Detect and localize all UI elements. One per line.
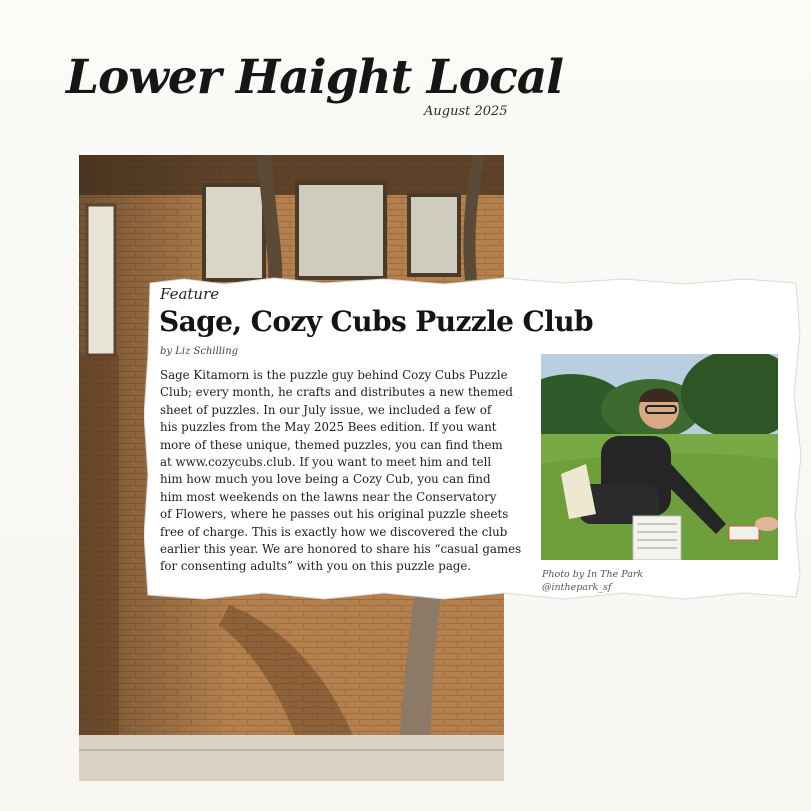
photo-credit	[542, 568, 643, 594]
body-line: him how much you love being a Cozy Cub, you can find	[160, 472, 491, 487]
body-line: earlier this year. We are honored to share his “casual games	[160, 542, 522, 557]
issue-date: August 2025	[424, 104, 508, 119]
article-headline: Sage, Cozy Cubs Puzzle Club	[159, 305, 593, 338]
body-line: for consenting adults” with you on this puzzle page.	[160, 559, 472, 574]
article-body	[160, 367, 526, 576]
body-line: sheet of puzzles. In our July issue, we included a few of	[160, 402, 492, 417]
park-photo	[541, 354, 778, 560]
article-byline: by Liz Schilling	[160, 346, 239, 357]
photo-credit-handle: @inthepark_sf	[542, 582, 612, 593]
body-line: of Flowers, where he passes out his original puzzle sheets	[160, 507, 509, 522]
body-line: at www.cozycubs.club. If you want to meet him and tell	[160, 455, 492, 470]
body-line: Club; every month, he crafts and distributes a new themed	[160, 385, 513, 400]
body-line: him most weekends on the lawns near the Conservatory	[160, 489, 497, 504]
section-label: Feature	[160, 285, 220, 303]
masthead-title: Lower Haight Local	[66, 50, 564, 105]
body-line: free of charge. This is exactly how we discovered the club	[160, 524, 508, 539]
body-line: more of these unique, themed puzzles, you can find them	[160, 437, 503, 452]
body-line: his puzzles from the May 2025 Bees edition. If you want	[160, 420, 497, 435]
body-line: Sage Kitamorn is the puzzle guy behind Cozy Cubs Puzzle	[160, 368, 508, 382]
park-photo-illustration	[541, 354, 778, 560]
photo-credit-line: Photo by In The Park	[542, 569, 644, 580]
